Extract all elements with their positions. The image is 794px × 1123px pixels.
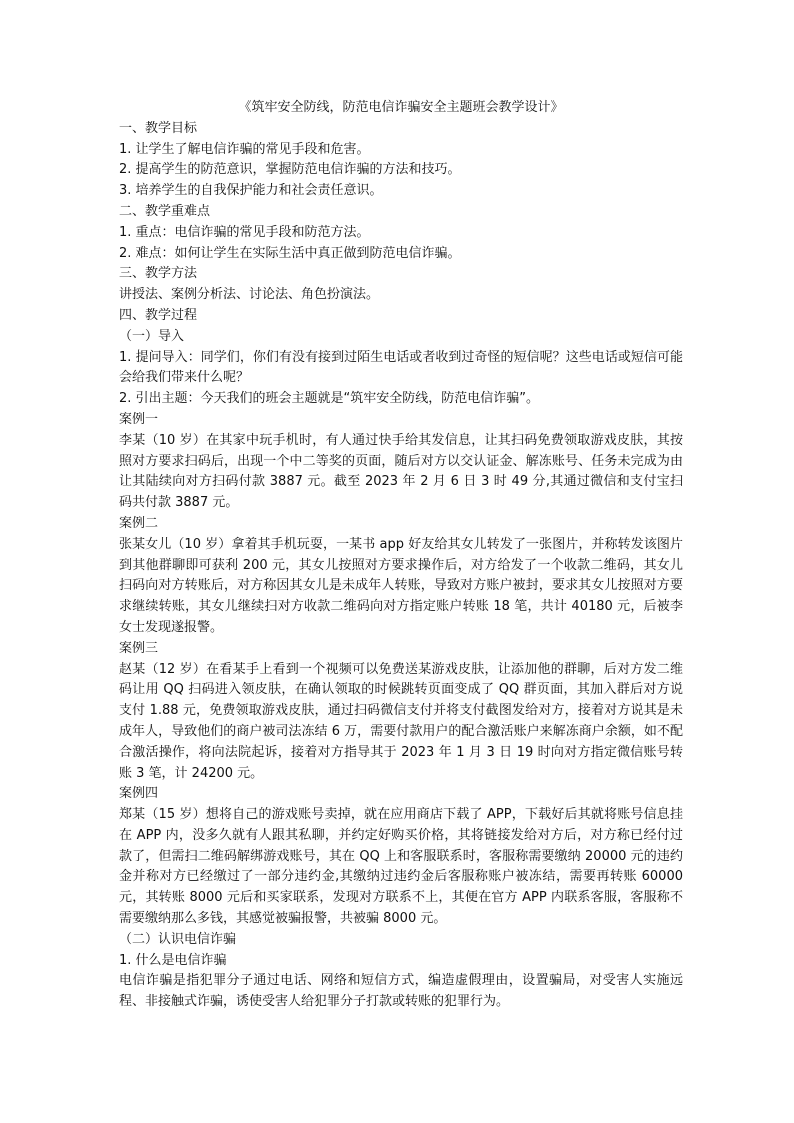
key-point-item: 1. 重点：电信诈骗的常见手段和防范方法。: [119, 224, 370, 240]
objective-item: 2. 提高学生的防范意识，掌握防范电信诈骗的方法和技巧。: [119, 162, 461, 178]
section-heading-methods: 三、教学方法: [119, 266, 198, 282]
section-heading-process: 四、教学过程: [119, 307, 198, 323]
document-page: [119, 98, 683, 1013]
subsection-heading-intro: （一）导入: [119, 328, 185, 344]
case-text: 郑某（15 岁）想将自己的游戏账号卖掉，就在应用商店下载了 APP，下载好后其就将账号信息挂在 APP 内，没多久就有人跟其私聊，并约定好购买价格，其将链接发给对方后，对方称已经付过款了，但需扫二维码解绑游戏账号，其在 QQ 上和客服联系时，客服称需要缴纳 20000 元的违约金并称对方已经缴过了一部分违约金,其缴纳过违约金后客服称账户被冻结，需要再转账 60000 元，其转账 8000 元后和买家联系，发现对方联系不上，其便在官方 APP 内联系客服，客服称不需要缴纳那么多钱，其感觉被骗报警，共被骗 8000 元。: [119, 807, 683, 927]
what-is-heading: 1. 什么是电信诈骗: [119, 952, 227, 968]
section-heading-objectives: 一、教学目标: [119, 120, 198, 136]
case-title: 案例二: [119, 515, 159, 531]
methods-text: 讲授法、案例分析法、讨论法、角色扮演法。: [119, 287, 380, 303]
case-text: 李某（10 岁）在其家中玩手机时，有人通过快手给其发信息，让其扫码免费领取游戏皮肤，其按照对方要求扫码后，出现一个中二等奖的页面，随后对方以交认证金、解冻账号、任务未完成为由让其陆续向对方扫码付款 3887 元。截至 2023 年 2 月 6 日 3 时 49 分,其通过微信和支付宝扫码共付款 3887 元。: [119, 432, 683, 511]
case-text: 张某女儿（10 岁）拿着其手机玩耍，一某书 app 好友给其女儿转发了一张图片，并称转发该图片到其他群聊即可获利 200 元，其女儿按照对方要求操作后，对方给发了一个收款二维码，其女儿扫码向对方转账后，对方称因其女儿是未成年人转账，导致对方账户被封，要求其女儿按照对方要求继续转账，其女儿继续扫对方收款二维码向对方指定账户转账 18 笔，共计 40180 元，后被李女士发现遂报警。: [119, 536, 683, 635]
case-title: 案例一: [119, 411, 159, 427]
document-title: 《筑牢安全防线，防范电信诈骗安全主题班会教学设计》: [238, 100, 564, 115]
intro-topic: 2. 引出主题：今天我们的班会主题就是“筑牢安全防线，防范电信诈骗”。: [119, 391, 540, 407]
objective-item: 3. 培养学生的自我保护能力和社会责任意识。: [119, 183, 383, 199]
subsection-heading-recognize: （二）认识电信诈骗: [119, 931, 237, 947]
case-title: 案例三: [119, 640, 159, 656]
section-heading-key-points: 二、教学重难点: [119, 203, 211, 219]
definition-text: 电信诈骗是指犯罪分子通过电话、网络和短信方式，编造虚假理由，设置骗局，对受害人实施远程、非接触式诈骗，诱使受害人给犯罪分子打款或转账的犯罪行为。: [119, 973, 683, 1010]
case-title: 案例四: [119, 786, 159, 802]
objective-item: 1. 让学生了解电信诈骗的常见手段和危害。: [119, 141, 370, 157]
intro-question: 1. 提问导入：同学们，你们有没有接到过陌生电话或者收到过奇怪的短信呢？这些电话或短信可能会给我们带来什么呢？: [119, 349, 683, 386]
key-point-item: 2. 难点：如何让学生在实际生活中真正做到防范电信诈骗。: [119, 245, 461, 261]
case-text: 赵某（12 岁）在看某手上看到一个视频可以免费送某游戏皮肤，让添加他的群聊，后对方发二维码让用 QQ 扫码进入领皮肤，在确认领取的时候跳转页面变成了 QQ 群页面，其加入群后对方说支付 1.88 元，免费领取游戏皮肤，通过扫码微信支付并将支付截图发给对方，接着对方说其是未成年人，导致他们的商户被司法冻结 6 万，需要付款用户的配合激活账户来解冻商户余额，如不配合激活操作，将向法院起诉，接着对方指导其于 2023 年 1 月 3 日 19 时向对方指定微信账号转账 3 笔，计 24200 元。: [119, 661, 683, 781]
